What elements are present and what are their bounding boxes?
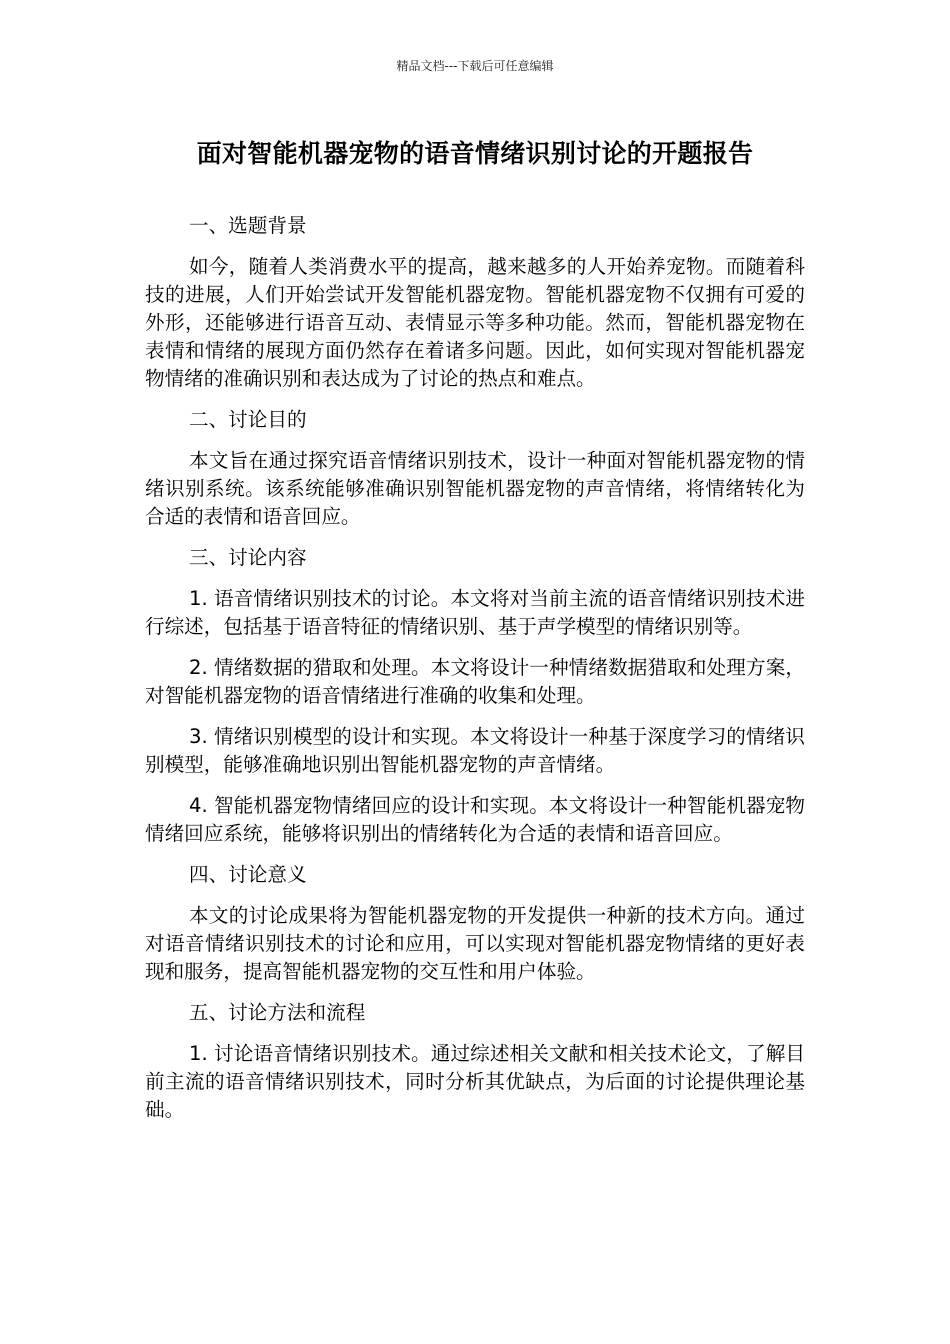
section-heading: 二、讨论目的 — [189, 408, 307, 431]
document-title: 面对智能机器宠物的语音情绪识别讨论的开题报告 — [196, 139, 754, 168]
section-heading: 五、讨论方法和流程 — [189, 1001, 366, 1024]
paragraph: 本文旨在通过探究语音情绪识别技术，设计一种面对智能机器宠物的情绪识别系统。该系统能够准确识别智能机器宠物的声音情绪，将情绪转化为合适的表情和语音回应。 — [145, 449, 805, 528]
paragraph: 1. 讨论语音情绪识别技术。通过综述相关文献和相关技术论文，了解目前主流的语音情绪识别技术，同时分析其优缺点，为后面的讨论提供理论基础。 — [145, 1042, 805, 1121]
paragraph: 2. 情绪数据的猎取和处理。本文将设计一种情绪数据猎取和处理方案，对智能机器宠物的语音情绪进行准确的收集和处理。 — [145, 656, 805, 707]
section-content — [145, 544, 805, 848]
paragraph: 1. 语音情绪识别技术的讨论。本文将对当前主流的语音情绪识别技术进行综述，包括基于语音特征的情绪识别、基于声学模型的情绪识别等。 — [145, 587, 805, 638]
paragraph: 如今，随着人类消费水平的提高，越来越多的人开始养宠物。而随着科技的进展，人们开始尝试开发智能机器宠物。智能机器宠物不仅拥有可爱的外形，还能够进行语音互动、表情显示等多种功能。然而，智能机器宠物在表情和情绪的展现方面仍然存在着诸多问题。因此，如何实现对智能机器宠物情绪的准确识别和表达成为了讨论的热点和难点。 — [145, 255, 805, 390]
paragraph: 本文的讨论成果将为智能机器宠物的开发提供一种新的技术方向。通过对语音情绪识别技术的讨论和应用，可以实现对智能机器宠物情绪的更好表现和服务，提高智能机器宠物的交互性和用户体验。 — [145, 904, 805, 983]
section-methods — [145, 999, 805, 1124]
section-heading: 四、讨论意义 — [189, 863, 307, 886]
page-header: 精品文档---下载后可任意编辑 — [396, 59, 554, 73]
section-heading: 三、讨论内容 — [189, 546, 307, 569]
paragraph: 4. 智能机器宠物情绪回应的设计和实现。本文将设计一种智能机器宠物情绪回应系统，能够将识别出的情绪转化为合适的表情和语音回应。 — [145, 794, 805, 845]
section-purpose — [145, 406, 805, 531]
document-body — [145, 212, 805, 1137]
section-significance — [145, 861, 805, 986]
section-heading: 一、选题背景 — [189, 214, 307, 237]
section-background — [145, 212, 805, 393]
paragraph: 3. 情绪识别模型的设计和实现。本文将设计一种基于深度学习的情绪识别模型，能够准确地识别出智能机器宠物的声音情绪。 — [145, 725, 805, 776]
